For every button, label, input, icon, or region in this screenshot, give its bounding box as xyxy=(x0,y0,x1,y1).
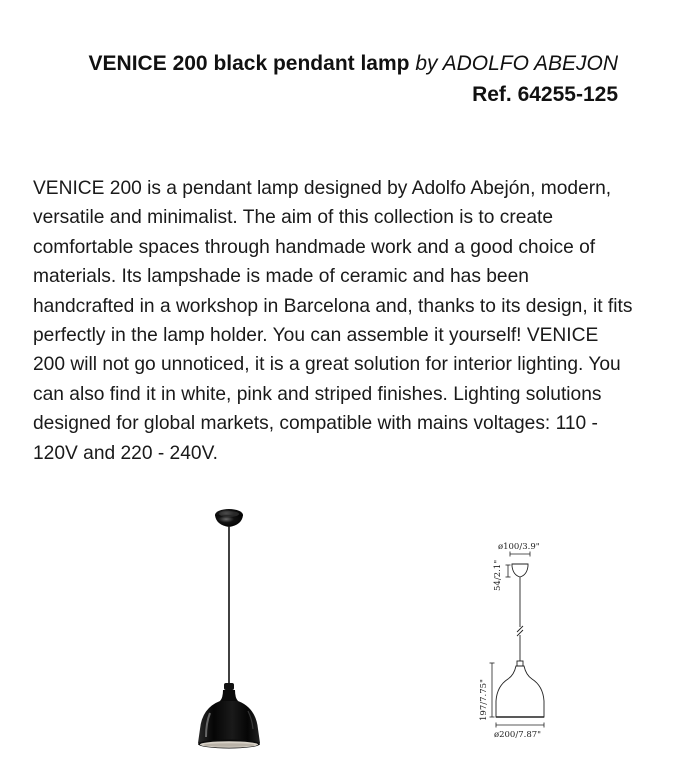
product-reference: Ref. 64255-125 xyxy=(472,83,618,106)
shade-height-label: 197/7.75" xyxy=(479,679,489,721)
dimension-drawing xyxy=(470,535,580,745)
canopy-height-label: 54/2.1" xyxy=(493,559,503,591)
canopy xyxy=(215,509,243,527)
title-line xyxy=(89,48,618,79)
lamp-holder xyxy=(220,683,238,701)
canopy-diameter-label: ø100/3.9" xyxy=(498,542,540,552)
canopy-outline xyxy=(512,564,528,577)
lamp-photo xyxy=(190,505,280,755)
shade-diameter-label: ø200/7.87" xyxy=(494,730,542,740)
shade-outline xyxy=(496,661,544,717)
lamp-shade xyxy=(198,701,260,749)
designer-name: by ADOLFO ABEJON xyxy=(415,52,618,75)
product-header xyxy=(89,48,618,110)
product-description: VENICE 200 is a pendant lamp designed by Adolfo Abejón, modern, versatile and minimalist. The aim of this collection is to create comfortable spaces through handmade work and a good choice of materials. Its lampshade is made of ceramic and has been handcrafted in a workshop in Barcelona and, thanks to its design, it fits perfectly in the lamp holder. You can assemble it yourself! VENICE 200 will not go unnoticed, it is a great solution for interior lighting. You can also find it in white, pink and striped finishes. Lighting solutions designed for global markets, compatible with mains voltages: 110 - 120V and 220 - 240V. xyxy=(33,178,633,464)
product-name: VENICE 200 black pendant lamp xyxy=(88,52,410,75)
